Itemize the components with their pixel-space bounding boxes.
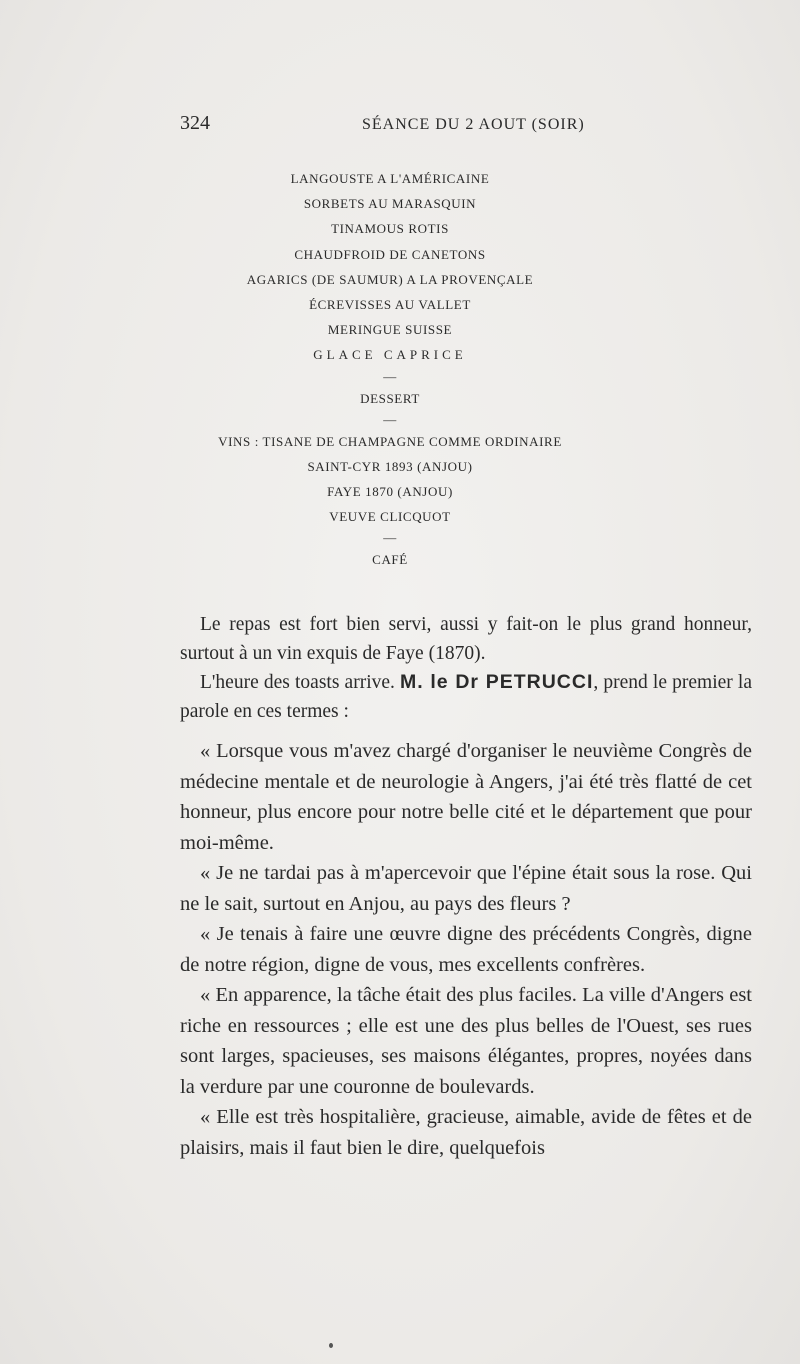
menu-item: CHAUDFROID DE CANETONS	[294, 246, 486, 262]
menu-dessert: DESSERT	[360, 390, 420, 406]
wine-item: VEUVE CLICQUOT	[329, 509, 451, 525]
speech-paragraph: « Lorsque vous m'avez chargé d'organiser le neuvième Congrès de médecine mentale et de neurologie à Angers, j'ai été très flatté de cet honneur, plus encore pour notre belle cité et le département que pour moi-même.	[180, 740, 752, 854]
speech-paragraph: « Elle est très hospitalière, gracieuse, aimable, avide de fêtes et de plaisirs, mais il faut bien le dire, quelquefois	[180, 1106, 752, 1159]
wine-item: FAYE 1870 (ANJOU)	[327, 484, 453, 500]
running-head: SÉANCE DU 2 AOUT (SOIR)	[362, 116, 585, 133]
page-number: 324	[180, 112, 210, 134]
menu-item: SORBETS AU MARASQUIN	[303, 196, 477, 212]
menu-separator: —	[383, 411, 397, 427]
banquet-menu	[180, 166, 600, 573]
menu-separator: —	[383, 368, 397, 384]
menu-item: LANGOUSTE A L'AMÉRICAINE	[290, 171, 490, 186]
menu-coffee: CAFÉ	[372, 552, 408, 568]
speech-paragraph: « Je ne tardai pas à m'apercevoir que l'épine était sous la rose. Qui ne le sait, surtout en Anjou, au pays des fleurs ?	[180, 862, 752, 915]
intro-text-before: L'heure des toasts arrive.	[200, 672, 401, 693]
menu-item: MERINGUE SUISSE	[327, 322, 453, 338]
menu-separator: —	[383, 530, 397, 546]
ink-speck	[329, 1343, 333, 1348]
menu-item: TINAMOUS ROTIS	[331, 221, 449, 237]
speaker-name: M. le Dr PETRUCCI	[400, 671, 594, 693]
speech-paragraph: « En apparence, la tâche était des plus faciles. La ville d'Angers est riche en ressources ; elle est une des plus belles de l'Ouest, ses rues sont larges, spacieuses, ses maisons élégantes, propres, noyées dans la verdure par une couronne de boulevards.	[180, 984, 752, 1098]
menu-item: GLACE CAPRICE	[313, 347, 467, 363]
intro-text	[180, 610, 752, 726]
menu-item: AGARICS (DE SAUMUR) A LA PROVENÇALE	[246, 271, 534, 287]
wine-item: VINS : TISANE DE CHAMPAGNE COMME ORDINAIRE	[218, 433, 562, 449]
page-header	[180, 112, 600, 142]
menu-item: ÉCREVISSES AU VALLET	[309, 296, 471, 312]
wine-item: SAINT-CYR 1893 (ANJOU)	[307, 458, 473, 474]
intro-text-after: , prend le premier la parole en ces termes :	[180, 672, 752, 722]
speech-paragraph: « Je tenais à faire une œuvre digne des précédents Congrès, digne de notre région, digne de vous, mes excellents confrères.	[180, 923, 752, 976]
speech-text	[180, 736, 752, 1163]
intro-paragraph-toasts	[180, 668, 752, 726]
intro-paragraph: Le repas est fort bien servi, aussi y fait-on le plus grand honneur, surtout à un vin exquis de Faye (1870).	[180, 614, 752, 664]
